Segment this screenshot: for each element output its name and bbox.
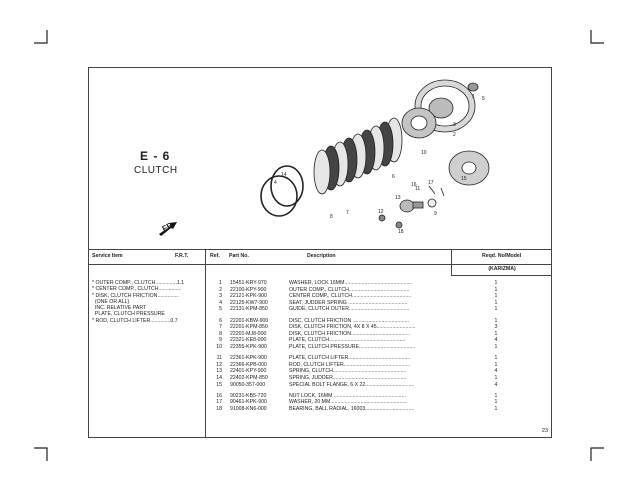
- ref-cell: 15: [216, 381, 222, 388]
- ref-cell: 8: [219, 330, 222, 337]
- callout-label: 11: [415, 186, 421, 192]
- table-row: [89, 306, 551, 313]
- part-number-cell: 22361-KPK-900: [230, 355, 267, 362]
- part-number-cell: 22402-KPM-850: [230, 375, 268, 381]
- catalog-page-frame: [88, 67, 552, 438]
- diagram-code: E - 6: [140, 149, 171, 163]
- part-number-cell: 90050-357-000: [230, 381, 266, 388]
- part-number-cell: 22131-KPM-850: [230, 306, 268, 313]
- callout-label: 17: [428, 180, 434, 186]
- quantity-cell: 4: [494, 381, 498, 388]
- part-number-cell: 15451-KRY-970: [230, 280, 267, 286]
- ref-cell: 10: [216, 344, 222, 350]
- quantity-cell: 4: [494, 368, 498, 375]
- header-reqd: Reqd. No/Model: [482, 253, 522, 259]
- callout-label: 9: [434, 211, 437, 217]
- quantity-cell: 4: [494, 337, 498, 344]
- part-number-cell: 22121-KPK-900: [230, 293, 267, 300]
- description-cell: DISK, CLUTCH FRICTION.........................................: [289, 330, 411, 337]
- ref-cell: 13: [216, 368, 222, 375]
- part-number-cell: 22201-MJ8-000: [230, 330, 267, 337]
- callout-label: 4: [274, 180, 277, 186]
- description-cell: PLATE, CLUTCH PRESSURE.......................................: [289, 344, 416, 350]
- callout-label: 13: [395, 195, 401, 201]
- quantity-cell: 1: [494, 392, 498, 399]
- callout-label: 15: [461, 176, 467, 182]
- ref-cell: 6: [219, 317, 222, 324]
- quantity-cell: 1: [494, 399, 498, 406]
- quantity-cell: 1: [494, 375, 498, 381]
- ref-cell: 16: [216, 392, 222, 399]
- description-cell: BEARING, BALL RADIAL, 16003..................................: [289, 406, 415, 412]
- part-number-cell: 22125-KW7-900: [230, 299, 268, 306]
- quantity-cell: 1: [494, 344, 498, 350]
- part-number-cell: 22100-KPY-900: [230, 286, 267, 293]
- callout-label: 8: [330, 214, 333, 220]
- ref-cell: 18: [216, 406, 222, 412]
- page-number: 23: [541, 428, 548, 434]
- quantity-cell: 1: [494, 280, 498, 286]
- callout-label: 1: [472, 94, 475, 100]
- callout-label: 18: [398, 229, 404, 235]
- exploded-diagram: [89, 68, 551, 248]
- ref-cell: 9: [219, 337, 222, 344]
- description-cell: SEAT, JUDDER SPRING .........................................: [289, 299, 408, 306]
- description-cell: PLATE, CLUTCH.....................................................: [289, 337, 406, 344]
- callout-label: 2: [453, 132, 456, 138]
- part-number-cell: 90461-KPK-900: [230, 399, 267, 406]
- callout-label: 5: [482, 96, 485, 102]
- ref-cell: 7: [219, 324, 222, 331]
- ref-cell: 1: [219, 280, 222, 286]
- callout-label: 6: [392, 174, 395, 180]
- quantity-cell: 3: [494, 324, 498, 331]
- description-cell: PLATE, CLUTCH LIFTER...........................................: [289, 355, 411, 362]
- callout-label: 7: [346, 210, 349, 216]
- ref-cell: 4: [219, 299, 222, 306]
- part-number-cell: 22401-KPY-900: [230, 368, 267, 375]
- description-cell: OUTER COMP., CLUTCH..........................................: [289, 286, 410, 293]
- clutch-parts-illustration: [89, 68, 551, 248]
- diagram-title: CLUTCH: [134, 165, 178, 176]
- callout-label: 16: [411, 182, 417, 188]
- description-cell: SPECIAL BOLT FLANGE, 6 X 22..................................: [289, 381, 415, 388]
- quantity-cell: 1: [494, 355, 498, 362]
- part-number-cell: 22366-KPB-000: [230, 361, 267, 368]
- quantity-cell: 1: [494, 317, 498, 324]
- header-description: Description: [307, 253, 336, 259]
- part-number-cell: 91008-KN6-000: [230, 406, 267, 412]
- ref-cell: 5: [219, 306, 222, 313]
- quantity-cell: 1: [494, 293, 498, 300]
- part-number-cell: 22201-KPM-850: [230, 324, 268, 331]
- quantity-cell: 1: [494, 361, 498, 368]
- header-ref: Ref.: [210, 253, 220, 259]
- ref-cell: 2: [219, 286, 222, 293]
- description-cell: SPRING, CLUTCH...................................................: [289, 368, 407, 375]
- ref-cell: 14: [216, 375, 222, 381]
- description-cell: WASHER, LOCK 16MM...............................................: [289, 280, 413, 286]
- description-cell: NUT LOCK, 16MM ..................................................: [289, 392, 406, 399]
- description-cell: SPRING, JUDDER...................................................: [289, 375, 407, 381]
- header-service-item: Service Item: [92, 253, 123, 259]
- ref-cell: 17: [216, 399, 222, 406]
- part-number-cell: 22201-KBW-900: [230, 317, 269, 324]
- ref-cell: 12: [216, 361, 222, 368]
- header-part-no: Part No.: [229, 253, 249, 259]
- ref-cell: 3: [219, 293, 222, 300]
- quantity-cell: 1: [494, 330, 498, 337]
- description-cell: CENTER COMP., CLUTCH.........................................: [289, 293, 412, 300]
- header-frt: F.R.T.: [175, 253, 189, 259]
- ref-cell: 11: [216, 355, 222, 362]
- table-row: [89, 344, 551, 351]
- description-cell: ROD, CLUTCH LIFTER..............................................: [289, 361, 411, 368]
- service-items: * OUTER COMP., CLUTCH...............1.1 * CENTER COMP., CLUTCH................ * DISK, CLUTCH FRICTION............... (ONE OR ALL) INC. RELATIVE PART PLATE, CLUTCH PRESSURE * ROD, CLUTCH LIFTER..............0.7: [92, 280, 185, 324]
- callout-label: 12: [378, 209, 384, 215]
- description-cell: WASHER, 20 MM.....................................................: [289, 399, 407, 406]
- quantity-cell: 1: [494, 299, 498, 306]
- quantity-cell: 1: [494, 306, 498, 313]
- part-number-cell: 90231-KB5-720: [230, 392, 267, 399]
- model-header: (KARIZMA): [451, 263, 552, 276]
- description-cell: GUIDE, CLUTCH OUTER..........................................: [289, 306, 410, 313]
- quantity-cell: 1: [494, 286, 498, 293]
- description-cell: DISC, CLUTCH FRICTION .......................................: [289, 317, 409, 324]
- part-number-cell: 22355-KPK-900: [230, 344, 267, 350]
- table-row: [89, 406, 551, 413]
- description-cell: DISK, CLUTCH FRICTION, 4X 8 X 45...........................: [289, 324, 416, 331]
- direction-label: FR.: [160, 219, 177, 234]
- callout-label: 14: [281, 172, 287, 178]
- callout-label: 10: [421, 150, 427, 156]
- callout-label: 3: [453, 122, 456, 128]
- column-divider: [451, 249, 452, 263]
- part-number-cell: 22321-KE8-000: [230, 337, 267, 344]
- quantity-cell: 1: [494, 406, 498, 412]
- table-row: [89, 382, 551, 389]
